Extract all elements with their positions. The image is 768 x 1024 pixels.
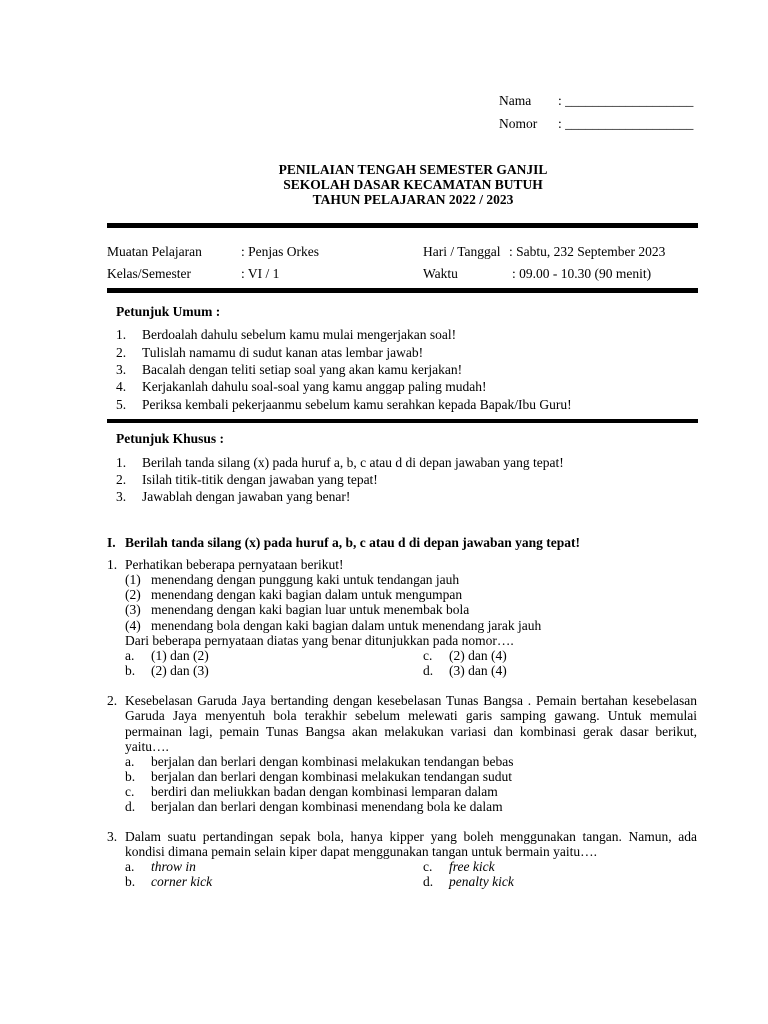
general-instructions-title: Petunjuk Umum : <box>116 304 221 319</box>
option-b[interactable]: (2) dan (3) <box>151 663 209 678</box>
list-item: Bacalah dengan teliti setiap soal yang akan kamu kerjakan! <box>142 362 463 377</box>
subject-value: : Penjas Orkes <box>241 244 319 259</box>
name-label: Nama <box>499 93 532 108</box>
list-item-number: 5. <box>116 397 127 412</box>
option-c[interactable]: berdiri dan meliukkan badan dengan kombinasi lemparan dalam <box>151 784 498 799</box>
option-d[interactable]: penalty kick <box>449 874 514 889</box>
option-c[interactable]: (2) dan (4) <box>449 648 507 663</box>
list-item-number: 3. <box>116 362 127 377</box>
option-label: a. <box>125 754 135 769</box>
list-item-number: 1. <box>116 455 127 470</box>
day-label: Hari / Tanggal <box>423 244 501 259</box>
option-a[interactable]: throw in <box>151 859 196 874</box>
section-number: I. <box>107 535 116 550</box>
statement: menendang dengan kaki bagian dalam untuk mengumpan <box>151 587 463 602</box>
option-label: b. <box>125 769 136 784</box>
option-label: c. <box>423 859 433 874</box>
question-prompt: Dari beberapa pernyataan diatas yang benar ditunjukkan pada nomor…. <box>125 633 514 648</box>
option-a[interactable]: berjalan dan berlari dengan kombinasi melakukan tendangan bebas <box>151 754 514 769</box>
statement-number: (3) <box>125 602 141 617</box>
special-instructions-title: Petunjuk Khusus : <box>116 431 225 446</box>
list-item-number: 2. <box>116 472 127 487</box>
statement-number: (1) <box>125 572 141 587</box>
option-d[interactable]: (3) dan (4) <box>449 663 507 678</box>
question-number: 2. <box>107 693 118 708</box>
option-c[interactable]: free kick <box>449 859 495 874</box>
class-value: : VI / 1 <box>241 266 280 281</box>
list-item-number: 1. <box>116 327 127 342</box>
option-label: c. <box>423 648 433 663</box>
list-item: Kerjakanlah dahulu soal-soal yang kamu anggap paling mudah! <box>142 379 487 394</box>
option-label: a. <box>125 648 135 663</box>
day-value: : Sabtu, 232 September 2023 <box>509 244 666 259</box>
name-field[interactable]: : ___________________ <box>558 93 694 108</box>
question-number: 3. <box>107 829 118 844</box>
option-label: b. <box>125 874 136 889</box>
option-label: b. <box>125 663 136 678</box>
list-item-number: 2. <box>116 345 127 360</box>
option-label: c. <box>125 784 135 799</box>
exam-title-line3: TAHUN PELAJARAN 2022 / 2023 <box>312 192 514 207</box>
option-d[interactable]: berjalan dan berlari dengan kombinasi menendang bola ke dalam <box>151 799 503 814</box>
question-stem: Kesebelasan Garuda Jaya bertanding dengan kesebelasan Tunas Bangsa . Pemain bertahan kesebelasan Garuda Jaya menyentuh bola terakhir sebelum melewati garis samping gawang. Untuk memulai permainan lagi, pemain Tunas Bangsa akan melakukan variasi dan kombinasi gerak dasar berikut, yaitu…. <box>125 693 697 754</box>
subject-label: Muatan Pelajaran <box>107 244 202 259</box>
exam-title-line1: PENILAIAN TENGAH SEMESTER GANJIL <box>278 162 548 177</box>
list-item: Isilah titik-titik dengan jawaban yang tepat! <box>142 472 378 487</box>
option-b[interactable]: berjalan dan berlari dengan kombinasi melakukan tendangan sudut <box>151 769 513 784</box>
option-a[interactable]: (1) dan (2) <box>151 648 209 663</box>
question-number: 1. <box>107 557 118 572</box>
list-item: Tulislah namamu di sudut kanan atas lembar jawab! <box>142 345 424 360</box>
instructions-divider <box>107 419 698 423</box>
option-label: d. <box>125 799 136 814</box>
statement-number: (4) <box>125 618 141 633</box>
option-label: d. <box>423 874 434 889</box>
option-label: d. <box>423 663 434 678</box>
question-stem: Dalam suatu pertandingan sepak bola, hanya kipper yang boleh menggunakan tangan. Namun, ada kondisi dimana pemain selain kiper dapat menggunakan tangan untuk bermain yaitu…. <box>125 829 697 860</box>
list-item: Periksa kembali pekerjaanmu sebelum kamu serahkan kepada Bapak/Ibu Guru! <box>142 397 572 412</box>
question-stem: Perhatikan beberapa pernyataan berikut! <box>125 557 344 572</box>
statement-number: (2) <box>125 587 141 602</box>
time-value: : 09.00 - 10.30 (90 menit) <box>512 266 652 281</box>
option-label: a. <box>125 859 135 874</box>
section-title: Berilah tanda silang (x) pada huruf a, b, c atau d di depan jawaban yang tepat! <box>125 535 580 550</box>
list-item: Jawablah dengan jawaban yang benar! <box>142 489 351 504</box>
class-label: Kelas/Semester <box>107 266 191 281</box>
statement: menendang dengan punggung kaki untuk tendangan jauh <box>151 572 460 587</box>
time-label: Waktu <box>423 266 458 281</box>
statement: menendang dengan kaki bagian luar untuk menembak bola <box>151 602 470 617</box>
list-item-number: 4. <box>116 379 127 394</box>
number-field[interactable]: : ___________________ <box>558 116 694 131</box>
list-item: Berilah tanda silang (x) pada huruf a, b, c atau d di depan jawaban yang tepat! <box>142 455 564 470</box>
statement: menendang bola dengan kaki bagian dalam untuk menendang jarak jauh <box>151 618 542 633</box>
top-divider <box>107 223 698 228</box>
meta-divider <box>107 288 698 293</box>
option-b[interactable]: corner kick <box>151 874 213 889</box>
number-label: Nomor <box>499 116 538 131</box>
list-item-number: 3. <box>116 489 127 504</box>
list-item: Berdoalah dahulu sebelum kamu mulai mengerjakan soal! <box>142 327 457 342</box>
exam-title-line2: SEKOLAH DASAR KECAMATAN BUTUH <box>283 177 543 192</box>
